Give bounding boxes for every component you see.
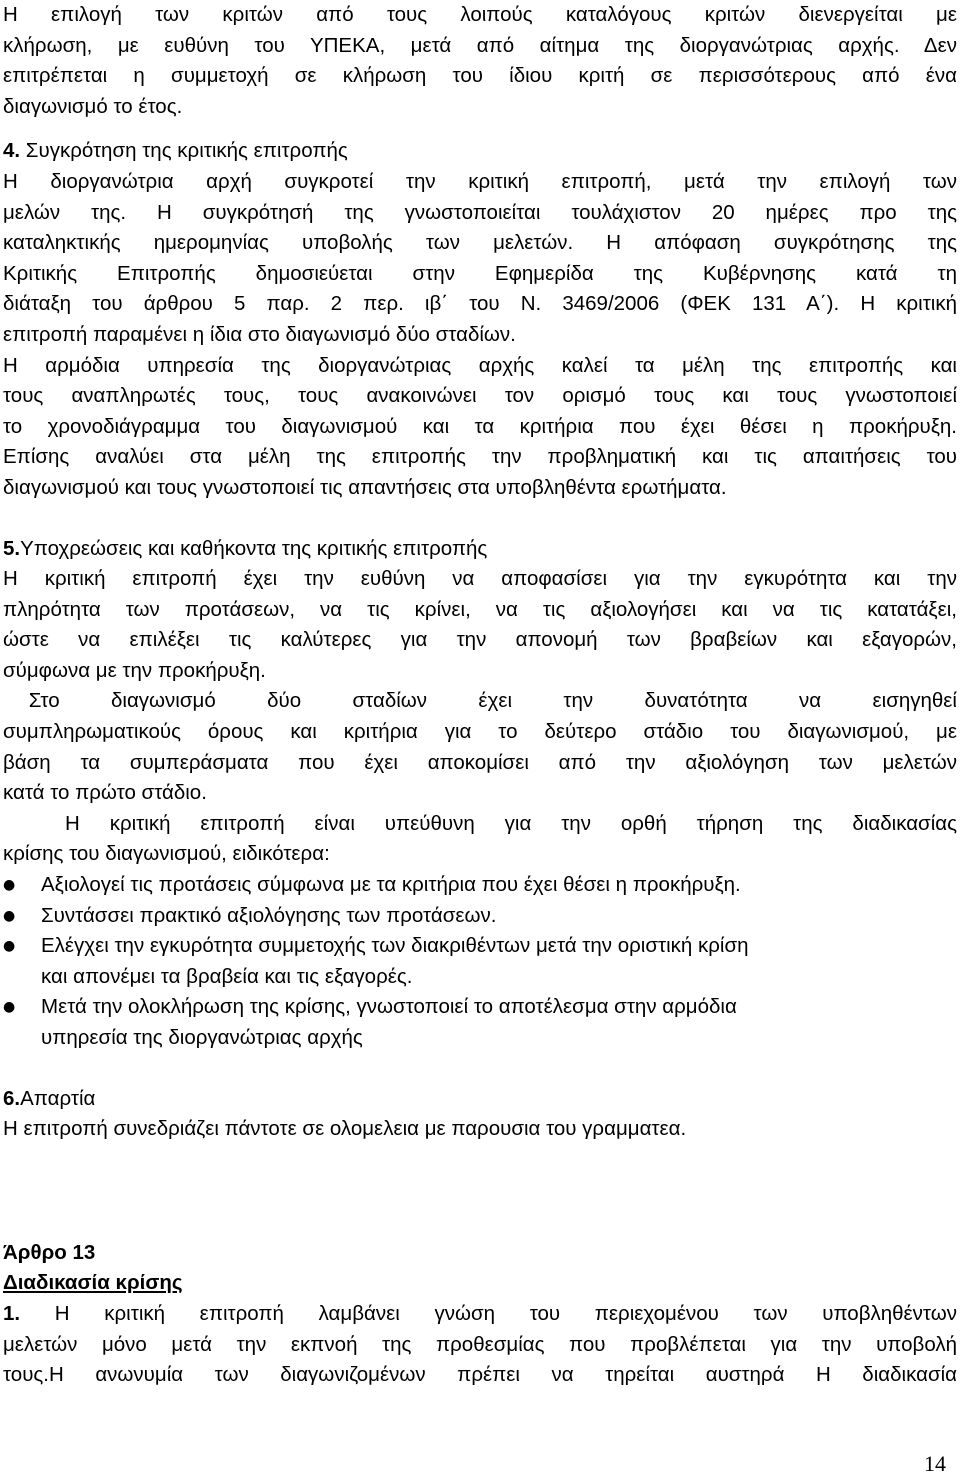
list-item-text bbox=[41, 931, 957, 992]
page-number: 14 bbox=[924, 1451, 946, 1476]
section-4-line: το χρονοδιάγραμμα του διαγωνισμού και τα κριτήρια που έχει θέσει η προκήρυξη. bbox=[3, 414, 957, 438]
section-4-line: τους αναπληρωτές τους, τους ανακοινώνει τον ορισμό τους και τους γνωστοποιεί bbox=[3, 384, 957, 408]
intro-line: διαγωνισμό το έτος. bbox=[3, 94, 183, 118]
article-line: τους.Η ανωνυμία των διαγωνιζομένων πρέπει να τηρείται αυστηρά Η διαδικασία bbox=[3, 1363, 957, 1387]
intro-line: επιτρέπεται η συμμετοχή σε κλήρωση του ίδιου κριτή σε περισσότερους από ένα bbox=[3, 64, 957, 88]
list-item bbox=[3, 931, 957, 992]
section-4-line: μελών της. Η συγκρότησή της γνωστοποιείται τουλάχιστον 20 ημέρες προ της bbox=[3, 200, 957, 224]
section-6 bbox=[3, 1084, 957, 1145]
section-5-line: πληρότητα των προτάσεων, να τις κρίνει, να τις αξιολογήσει και να τις κατατάξει, bbox=[3, 597, 957, 621]
bullet-icon: ● bbox=[3, 999, 16, 1016]
list-item-text: Συντάσσει πρακτικό αξιολόγησης των προτάσεων. bbox=[41, 903, 497, 927]
article-line bbox=[3, 1299, 957, 1330]
section-6-heading bbox=[3, 1084, 957, 1115]
bullet-icon: ● bbox=[3, 907, 16, 924]
section-6-number: 6. bbox=[3, 1086, 21, 1110]
list-item-text: Αξιολογεί τις προτάσεις σύμφωνα με τα κριτήρια που έχει θέσει η προκήρυξη. bbox=[41, 873, 741, 897]
intro-paragraph bbox=[3, 0, 957, 122]
section-5-line: ώστε να επιλέξει τις καλύτερες για την απονομή των βραβείων και εξαγορών, bbox=[3, 628, 957, 652]
section-5-line: Η κριτική επιτροπή είναι υπεύθυνη για την ορθή τήρηση της διαδικασίας bbox=[65, 811, 957, 835]
list-item-line: Μετά την ολοκλήρωση της κρίσης, γνωστοποιεί το αποτέλεσμα στην αρμόδια bbox=[41, 995, 737, 1019]
list-item bbox=[3, 901, 957, 932]
section-5-line: κατά το πρώτο στάδιο. bbox=[3, 781, 207, 805]
criteria-list bbox=[3, 870, 957, 1054]
section-4-line: Επίσης αναλύει στα μέλη της επιτροπής την προβληματική και τις απαιτήσεις του bbox=[3, 445, 957, 469]
section-4-line: καταληκτικής ημερομηνίας υποβολής των μελετών. Η απόφαση συγκρότησης της bbox=[3, 231, 957, 255]
article-subheading bbox=[3, 1268, 957, 1299]
section-5-line: σύμφωνα με την προκήρυξη. bbox=[3, 658, 266, 682]
article-line: μελετών μόνο μετά την εκπνοή της προθεσμίας που προβλέπεται για την υποβολή bbox=[3, 1332, 957, 1356]
list-item bbox=[3, 870, 957, 901]
intro-line: Η επιλογή των κριτών από τους λοιπούς καταλόγους κριτών διενεργείται με bbox=[3, 3, 957, 26]
section-5-number: 5. bbox=[3, 536, 21, 560]
section-4-title: Συγκρότηση της κριτικής επιτροπής bbox=[20, 139, 348, 163]
section-4-line: Κριτικής Επιτροπής δημοσιεύεται στην Εφημερίδα της Κυβέρνησης κατά τη bbox=[3, 261, 957, 285]
section-4-line: Η διοργανώτρια αρχή συγκροτεί την κριτική επιτροπή, μετά την επιλογή των bbox=[3, 169, 957, 193]
section-5-line: Στο διαγωνισμό δύο σταδίων έχει την δυνατότητα να εισηγηθεί bbox=[3, 689, 957, 713]
list-item-line: και απονέμει τα βραβεία και τις εξαγορές. bbox=[41, 964, 413, 988]
article-13 bbox=[3, 1238, 957, 1391]
article-heading bbox=[3, 1238, 957, 1269]
section-4 bbox=[3, 136, 957, 503]
bullet-icon: ● bbox=[3, 877, 16, 894]
section-5-heading bbox=[3, 534, 957, 565]
article-item-number: 1. bbox=[3, 1301, 21, 1325]
section-4-line: Η αρμόδια υπηρεσία της διοργανώτριας αρχής καλεί τα μέλη της επιτροπής και bbox=[3, 353, 957, 377]
section-5-line: κρίσης του διαγωνισμού, ειδικότερα: bbox=[3, 842, 330, 866]
section-6-text: Η επιτροπή συνεδριάζει πάντοτε σε ολομελεια με παρουσια του γραμματεα. bbox=[3, 1117, 687, 1141]
section-5-line: Η κριτική επιτροπή έχει την ευθύνη να αποφασίσει για την εγκυρότητα και την bbox=[3, 567, 957, 591]
section-4-heading bbox=[3, 136, 957, 167]
document-page bbox=[3, 0, 957, 1391]
section-4-number: 4. bbox=[3, 139, 21, 163]
article-line-text: Η κριτική επιτροπή λαμβάνει γνώση του περιεχομένου των υποβληθέντων bbox=[20, 1301, 957, 1325]
article-subheading-text: Διαδικασία κρίσης bbox=[3, 1271, 183, 1295]
section-4-line: διαγωνισμού και τους γνωστοποιεί τις απαντήσεις στα υποβληθέντα ερωτήματα. bbox=[3, 475, 727, 499]
section-4-line: επιτροπή παραμένει η ίδια στο διαγωνισμό δύο σταδίων. bbox=[3, 322, 516, 346]
section-6-title: Απαρτία bbox=[20, 1086, 96, 1110]
section-4-line: διάταξη του άρθρου 5 παρ. 2 περ. ιβ΄ του Ν. 3469/2006 (ΦΕΚ 131 Α΄). Η κριτική bbox=[3, 292, 957, 316]
intro-line: κλήρωση, με ευθύνη του ΥΠΕΚΑ, μετά από αίτημα της διοργανώτριας αρχής. Δεν bbox=[3, 33, 957, 57]
section-5 bbox=[3, 534, 957, 1054]
list-item bbox=[3, 992, 957, 1053]
bullet-icon: ● bbox=[3, 938, 16, 955]
list-item-text bbox=[41, 992, 957, 1053]
section-5-line: βάση τα συμπεράσματα που έχει αποκομίσει από την αξιολόγηση των μελετών bbox=[3, 750, 957, 774]
section-5-title: Υποχρεώσεις και καθήκοντα της κριτικής επιτροπής bbox=[20, 536, 488, 560]
article-heading-text: Άρθρο 13 bbox=[3, 1240, 96, 1264]
list-item-line: υπηρεσία της διοργανώτριας αρχής bbox=[41, 1026, 363, 1049]
list-item-line: Ελέγχει την εγκυρότητα συμμετοχής των διακριθέντων μετά την οριστική κρίση bbox=[41, 934, 749, 958]
section-5-line: συμπληρωματικούς όρους και κριτήρια για το δεύτερο στάδιο του διαγωνισμού, με bbox=[3, 720, 957, 744]
